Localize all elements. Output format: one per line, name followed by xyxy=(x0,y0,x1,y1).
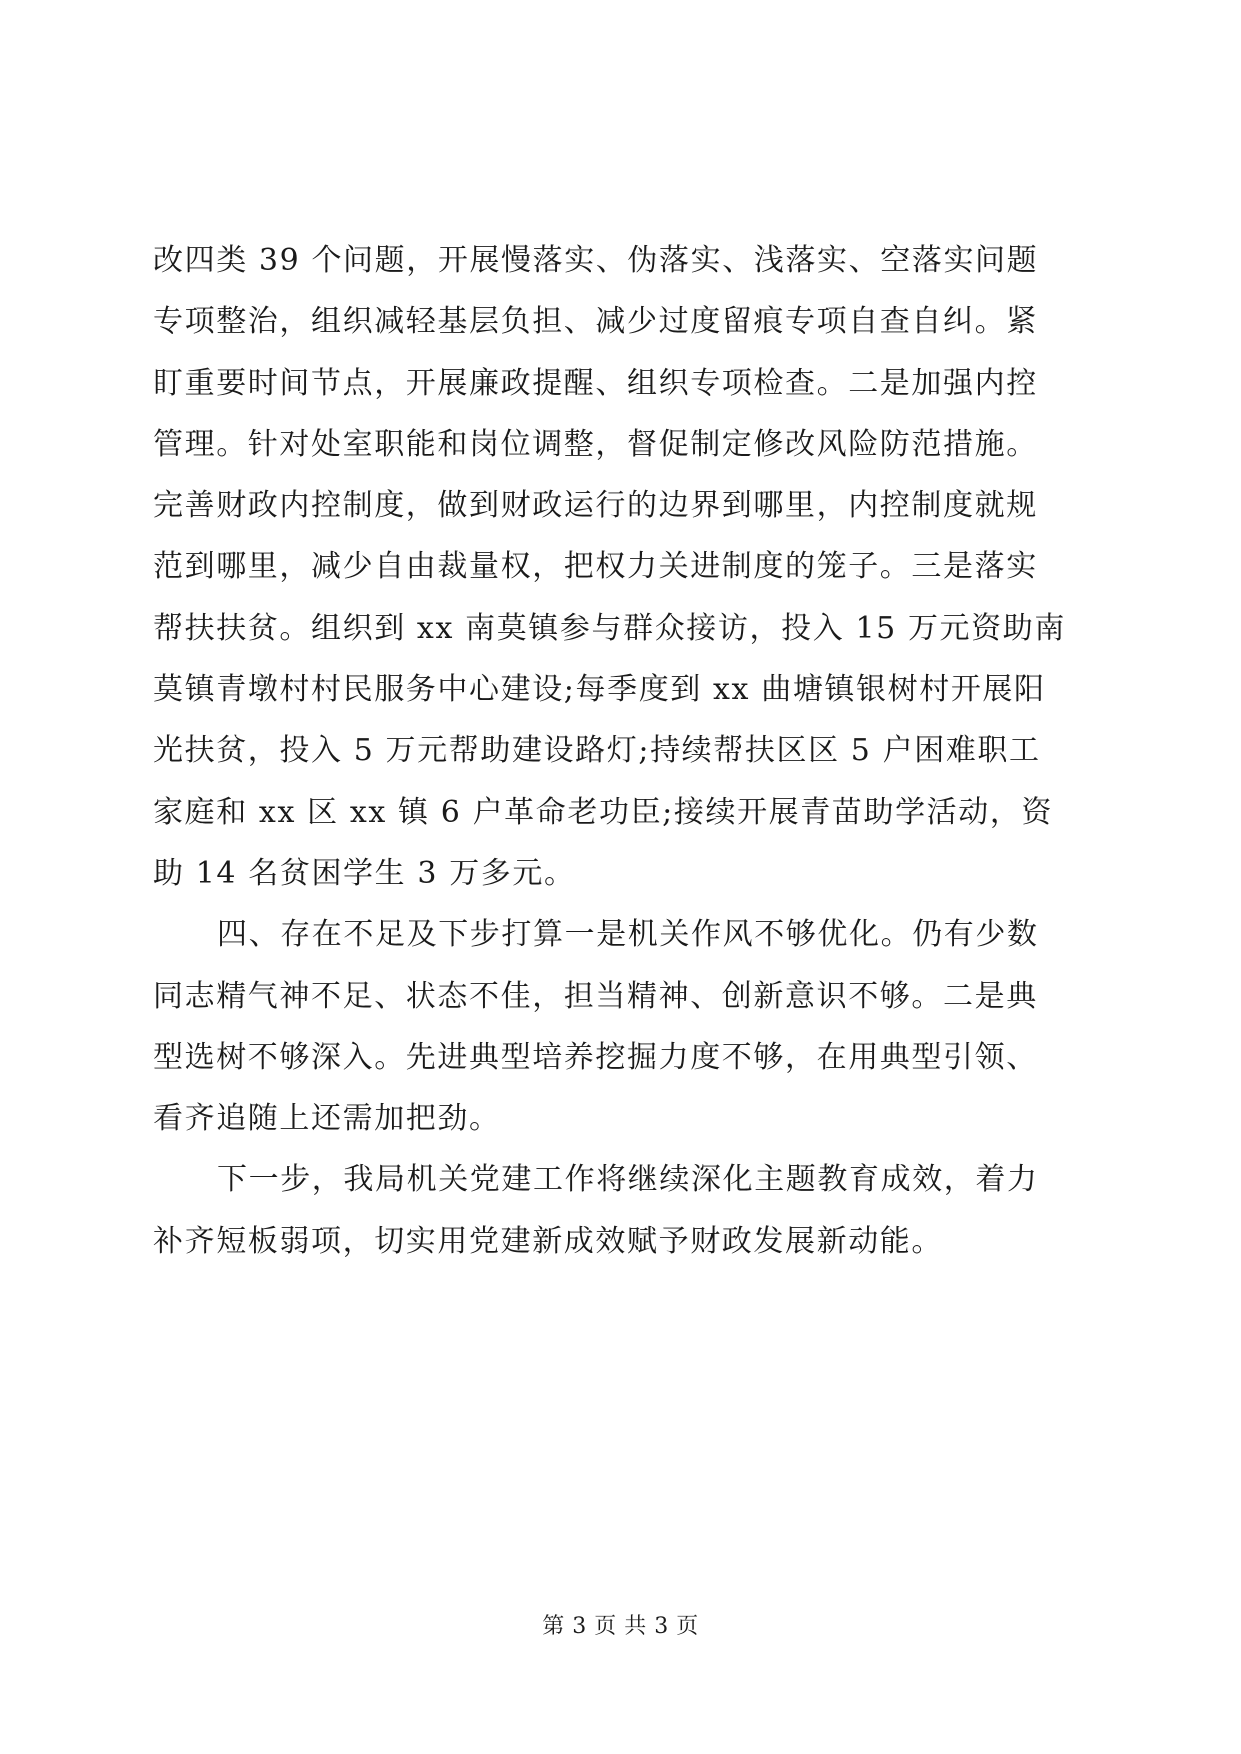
text-line: 莫镇青墩村村民服务中心建设;每季度到 xx 曲塘镇银树村开展阳 xyxy=(153,672,1046,708)
page-number-footer: 第 3 页 共 3 页 xyxy=(542,1614,699,1639)
text-line: 改四类 39 个问题，开展慢落实、伪落实、浅落实、空落实问题 xyxy=(153,243,1039,278)
text-line: 专项整治，组织减轻基层负担、减少过度留痕专项自查自纠。紧 xyxy=(153,304,1038,340)
text-line: 补齐短板弱项，切实用党建新成效赋予财政发展新动能。 xyxy=(153,1223,943,1259)
text-line: 完善财政内控制度，做到财政运行的边界到哪里，内控制度就规 xyxy=(153,488,1038,524)
text-line: 看齐追随上还需加把劲。 xyxy=(153,1101,501,1137)
text-line: 同志精气神不足、状态不佳，担当精神、创新意识不够。二是典 xyxy=(153,978,1038,1014)
text-line: 助 14 名贫困学生 3 万多元。 xyxy=(153,855,576,891)
text-line: 型选树不够深入。先进典型培养挖掘力度不够，在用典型引领、 xyxy=(153,1039,1038,1075)
text-line: 盯重要时间节点，开展廉政提醒、组织专项检查。二是加强内控 xyxy=(153,365,1038,401)
text-line: 管理。针对处室职能和岗位调整，督促制定修改风险防范措施。 xyxy=(153,426,1038,462)
paragraph-start-line: 四、存在不足及下步打算一是机关作风不够优化。仍有少数 xyxy=(217,917,1039,953)
document-body xyxy=(153,230,1083,1330)
text-line: 家庭和 xx 区 xx 镇 6 户革命老功臣;接续开展青苗助学活动，资 xyxy=(153,794,1054,830)
text-line: 帮扶扶贫。组织到 xx 南莫镇参与群众接访，投入 15 万元资助南 xyxy=(153,610,1066,646)
text-line: 光扶贫，投入 5 万元帮助建设路灯;持续帮扶区区 5 户困难职工 xyxy=(153,733,1041,769)
text-line: 范到哪里，减少自由裁量权，把权力关进制度的笼子。三是落实 xyxy=(153,549,1038,585)
paragraph-start-line: 下一步，我局机关党建工作将继续深化主题教育成效，着力 xyxy=(217,1162,1039,1198)
